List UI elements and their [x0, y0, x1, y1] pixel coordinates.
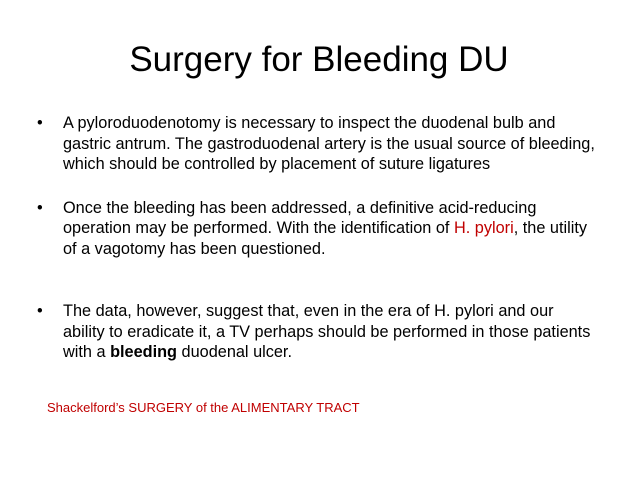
bullet-text: A pyloroduodenotomy is necessary to inspect the duodenal bulb and gastric antrum. The gastroduodenal artery is the usual source of bleeding, which should be controlled by placement of suture ligatures — [63, 114, 595, 173]
bullet-text-end: , the utility of a vagotomy has been questioned. — [63, 219, 587, 258]
bullet-item-pyloroduodenotomy — [37, 113, 597, 175]
bullet-item-acid-reducing — [37, 198, 597, 260]
bullet-text-end: duodenal ulcer. — [177, 343, 292, 361]
bullet-text: Once the bleeding has been addressed, a definitive acid-reducing operation may be performed. With the identification of — [63, 198, 537, 237]
bullet-marker: • — [37, 302, 43, 320]
source-citation: Shackelford’s SURGERY of the ALIMENTARY TRACT — [47, 400, 360, 415]
bullet-marker: • — [37, 114, 43, 132]
slide-title: Surgery for Bleeding DU — [129, 40, 509, 79]
bullet-item-vagotomy-data — [37, 301, 597, 363]
emphasis-bleeding: bleeding — [110, 343, 178, 361]
bullet-list — [37, 113, 597, 363]
bullet-text: The data, however, suggest that, even in the era of H. pylori and our ability to eradicate it, a TV perhaps should be performed in those patients with a — [63, 302, 591, 361]
bullet-marker: • — [37, 198, 43, 217]
highlight-h-pylori: H. pylori — [453, 219, 514, 237]
